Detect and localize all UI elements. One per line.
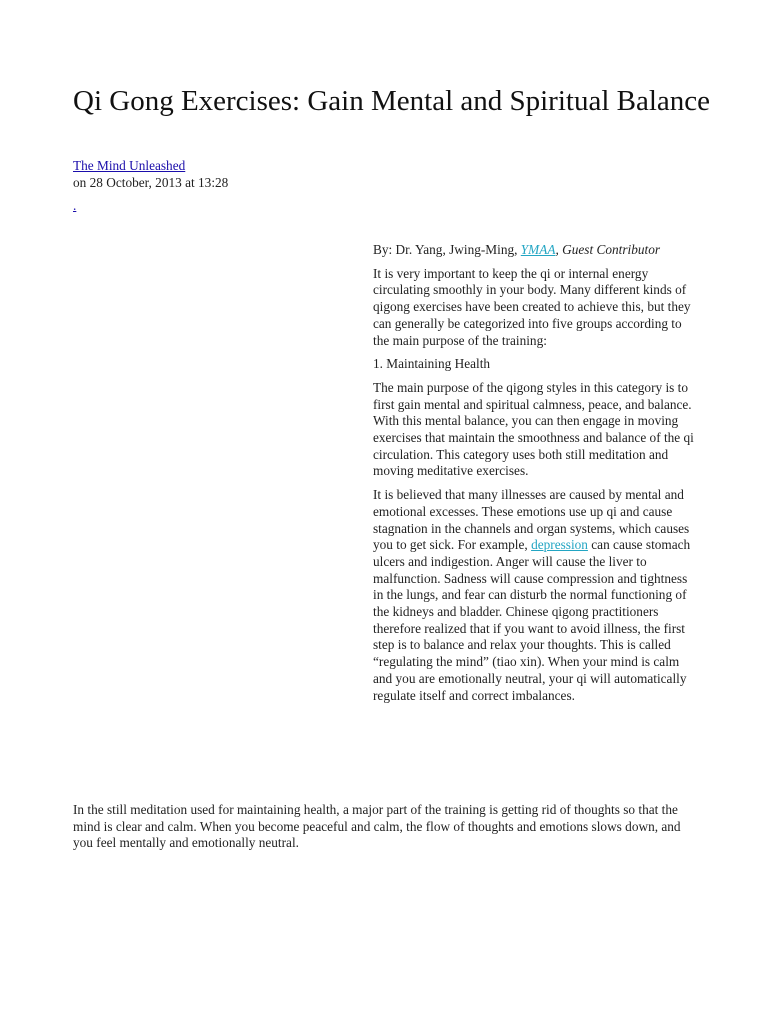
author-link[interactable]: The Mind Unleashed (73, 158, 186, 173)
depression-link[interactable]: depression (531, 537, 588, 553)
paragraph-intro: It is very important to keep the qi or internal energy circulating smoothly in your body. Many different kinds of qigong exercises have been created to achieve this, but they can generally be categorized into five groups according to the main purpose of the training: (373, 265, 691, 348)
section-heading-maintaining-health: 1. Maintaining Health (373, 356, 491, 372)
paragraph-still-meditation: In the still meditation used for maintaining health, a major part of the training is getting rid of thoughts so that the mind is clear and calm. When you become peaceful and calm, the flow of thoughts and emotions slows down, and you feel mentally and emotionally neutral. (73, 802, 681, 851)
paragraph-illnesses-start: It is believed that many illnesses are caused by mental and emotional excesses. These emotions use up qi and cause stagnation in the channels and organ systems, which causes you to get sick. For example, (373, 487, 690, 553)
article-body (73, 242, 698, 859)
byline-role: , Guest Contributor (555, 242, 661, 257)
paragraph-illnesses-end: can cause stomach ulcers and indigestion. Anger will cause the liver to malfunction. Sadness will cause compression and tightness in the lungs, and fear can disturb the normal functioning of the kidneys and bladder. Chinese qigong practitioners therefore realized that if you want to avoid illness, the first step is to balance and relax your thoughts. This is called “regulating the mind” (tiao xin). When your mind is calm and you are emotionally neutral, your qi will automatically regulate itself and correct imbalances. (373, 537, 691, 703)
article-title: Qi Gong Exercises: Gain Mental and Spiritual Balance (73, 85, 711, 117)
publish-date: on 28 October, 2013 at 13:28 (73, 175, 229, 190)
dot-link[interactable]: . (73, 198, 77, 213)
ymaa-link[interactable]: YMAA (520, 242, 556, 257)
author-line (73, 158, 185, 175)
image-placeholder (73, 242, 373, 802)
paragraph-purpose: The main purpose of the qigong styles in this category is to first gain mental and spiritual calmness, peace, and balance. With this mental balance, you can then engage in moving exercises that maintain the smoothness and balance of the qi circulation. This category uses both still meditation and moving meditative exercises. (373, 379, 694, 479)
byline-prefix: By: Dr. Yang, Jwing-Ming, (373, 242, 518, 257)
